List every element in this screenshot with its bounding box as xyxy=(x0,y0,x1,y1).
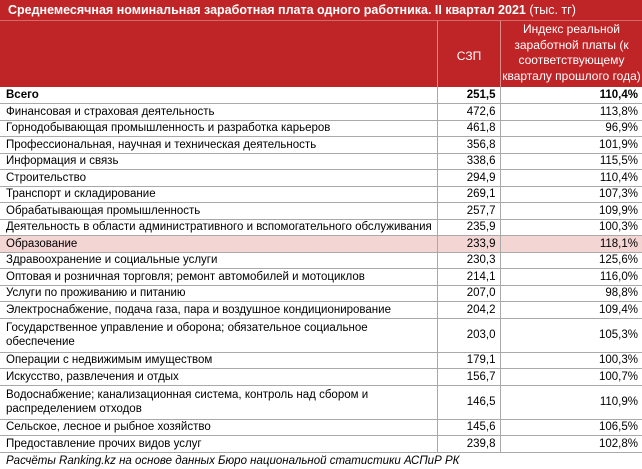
row-name: Профессиональная, научная и техническая деятельность xyxy=(0,137,437,154)
row-name: Государственное управление и оборона; обязательное социальное обеспечение xyxy=(0,318,437,352)
table-row xyxy=(0,369,642,386)
source-footnote: Расчёты Ranking.kz на основе данных Бюро национальной статистики АСПиР РК xyxy=(6,454,460,467)
row-index: 125,6% xyxy=(500,252,642,269)
row-name: Водоснабжение; канализационная система, контроль над сбором и распределением отходов xyxy=(0,385,437,419)
row-salary: 207,0 xyxy=(437,285,500,302)
title-main: Среднемесячная номинальная заработная плата одного работника. II квартал 2021 xyxy=(8,3,526,17)
table-row xyxy=(0,137,642,154)
row-name: Образование xyxy=(0,236,437,253)
table-row xyxy=(0,419,642,436)
row-name: Информация и связь xyxy=(0,153,437,170)
table-row xyxy=(0,252,642,269)
row-name: Предоставление прочих видов услуг xyxy=(0,436,437,453)
row-index: 107,3% xyxy=(500,186,642,203)
row-index: 105,3% xyxy=(500,318,642,352)
row-index: 100,7% xyxy=(500,369,642,386)
header-index: Индекс реальной заработной платы (к соответствующему кварталу прошлого года) xyxy=(500,21,642,87)
row-salary: 203,0 xyxy=(437,318,500,352)
data-table xyxy=(0,87,642,453)
row-index: 116,0% xyxy=(500,269,642,286)
title-unit: (тыс. тг) xyxy=(529,3,576,17)
row-salary: 156,7 xyxy=(437,369,500,386)
row-name: Горнодобывающая промышленность и разработка карьеров xyxy=(0,120,437,137)
table-row xyxy=(0,285,642,302)
row-name: Транспорт и складирование xyxy=(0,186,437,203)
table-row xyxy=(0,186,642,203)
row-salary: 230,3 xyxy=(437,252,500,269)
table-row xyxy=(0,269,642,286)
table-row xyxy=(0,318,642,352)
row-name: Всего xyxy=(0,87,437,104)
header-name-cell xyxy=(0,21,437,87)
row-index: 100,3% xyxy=(500,219,642,236)
row-name: Обрабатывающая промышленность xyxy=(0,203,437,220)
row-name: Строительство xyxy=(0,170,437,187)
row-salary: 179,1 xyxy=(437,352,500,369)
table-header xyxy=(0,20,642,87)
row-index: 106,5% xyxy=(500,419,642,436)
table-row xyxy=(0,219,642,236)
row-name: Услуги по проживанию и питанию xyxy=(0,285,437,302)
row-name: Искусство, развлечения и отдых xyxy=(0,369,437,386)
table-row xyxy=(0,352,642,369)
table-row xyxy=(0,170,642,187)
row-salary: 461,8 xyxy=(437,120,500,137)
table-row xyxy=(0,385,642,419)
row-name: Здравоохранение и социальные услуги xyxy=(0,252,437,269)
row-salary: 214,1 xyxy=(437,269,500,286)
row-name: Финансовая и страховая деятельность xyxy=(0,104,437,121)
row-salary: 356,8 xyxy=(437,137,500,154)
row-index: 98,8% xyxy=(500,285,642,302)
table-title xyxy=(0,0,642,20)
row-name: Деятельность в области административного и вспомогательного обслуживания xyxy=(0,219,437,236)
row-name: Операции с недвижимым имуществом xyxy=(0,352,437,369)
row-index: 110,4% xyxy=(500,87,642,104)
row-index: 101,9% xyxy=(500,137,642,154)
row-salary: 204,2 xyxy=(437,302,500,319)
header-salary: СЗП xyxy=(437,21,500,87)
row-salary: 235,9 xyxy=(437,219,500,236)
row-salary: 294,9 xyxy=(437,170,500,187)
row-salary: 146,5 xyxy=(437,385,500,419)
table-row xyxy=(0,236,642,253)
row-salary: 338,6 xyxy=(437,153,500,170)
row-index: 102,8% xyxy=(500,436,642,453)
row-index: 110,4% xyxy=(500,170,642,187)
row-salary: 257,7 xyxy=(437,203,500,220)
row-index: 110,9% xyxy=(500,385,642,419)
table-row xyxy=(0,104,642,121)
row-name: Оптовая и розничная торговля; ремонт автомобилей и мотоциклов xyxy=(0,269,437,286)
table-row xyxy=(0,120,642,137)
row-salary: 269,1 xyxy=(437,186,500,203)
row-index: 96,9% xyxy=(500,120,642,137)
table-row xyxy=(0,203,642,220)
table-row xyxy=(0,436,642,453)
row-salary: 472,6 xyxy=(437,104,500,121)
table-row xyxy=(0,153,642,170)
row-salary: 145,6 xyxy=(437,419,500,436)
row-name: Сельское, лесное и рыбное хозяйство xyxy=(0,419,437,436)
row-index: 109,4% xyxy=(500,302,642,319)
row-index: 109,9% xyxy=(500,203,642,220)
row-index: 100,3% xyxy=(500,352,642,369)
row-index: 115,5% xyxy=(500,153,642,170)
table-row xyxy=(0,302,642,319)
row-salary: 239,8 xyxy=(437,436,500,453)
row-index: 113,8% xyxy=(500,104,642,121)
row-name: Электроснабжение, подача газа, пара и воздушное кондиционирование xyxy=(0,302,437,319)
total-row xyxy=(0,87,642,104)
row-salary: 233,9 xyxy=(437,236,500,253)
row-salary: 251,5 xyxy=(437,87,500,104)
row-index: 118,1% xyxy=(500,236,642,253)
